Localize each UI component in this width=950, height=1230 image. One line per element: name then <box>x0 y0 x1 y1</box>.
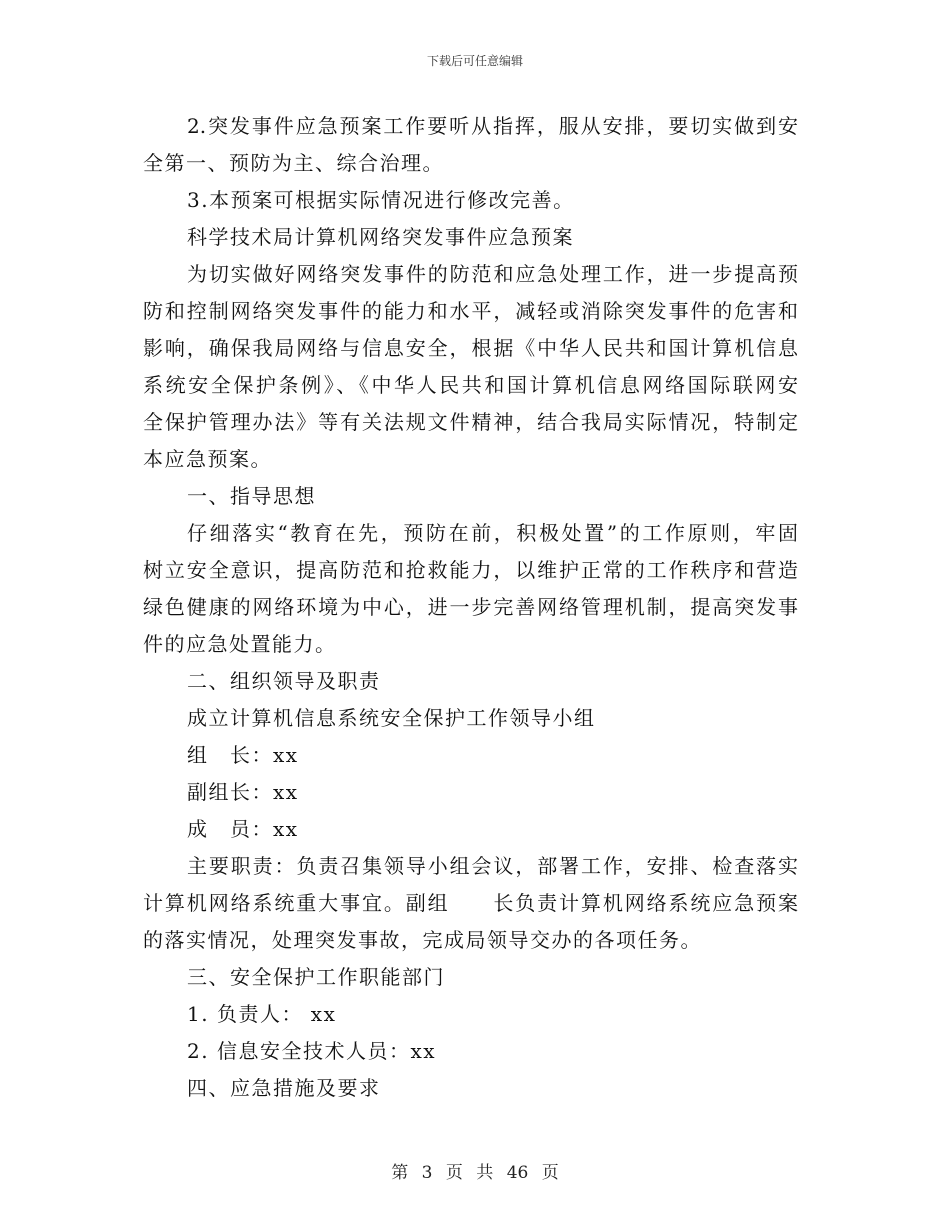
text-line: 的落实情况，处理突发事故，完成局领导交办的各项任务。 <box>143 928 702 952</box>
text-line: 防和控制网络突发事件的能力和水平，减轻或消除突发事件的危害和 <box>143 299 798 323</box>
text-line: 为切实做好网络突发事件的防范和应急处理工作，进一步提高预 <box>187 262 798 286</box>
text-line: 组 长：xx <box>187 743 299 767</box>
text-line: 成立计算机信息系统安全保护工作领导小组 <box>187 706 596 730</box>
text-line: 件的应急处置能力。 <box>143 632 337 656</box>
text-line: 全保护管理办法》等有关法规文件精神，结合我局实际情况，特制定 <box>143 410 798 434</box>
text-line: 计算机网络系统重大事宜。副组 长负责计算机网络系统应急预案 <box>143 891 798 915</box>
text-line: 2.突发事件应急预案工作要听从指挥，服从安排，要切实做到安 <box>187 114 798 138</box>
text-line: 3.本预案可根据实际情况进行修改完善。 <box>187 188 575 212</box>
text-line: 主要职责：负责召集领导小组会议，部署工作，安排、检查落实 <box>187 854 798 878</box>
text-line: 四、应急措施及要求 <box>187 1076 381 1100</box>
text-line: 二、组织领导及职责 <box>187 669 381 693</box>
text-line: 科学技术局计算机网络突发事件应急预案 <box>187 225 574 249</box>
text-line: 2. 信息安全技术人员：xx <box>187 1039 436 1063</box>
text-line: 三、安全保护工作职能部门 <box>187 965 445 989</box>
page-header: 下载后可任意编辑 <box>426 54 523 68</box>
text-line: 影响，确保我局网络与信息安全，根据《中华人民共和国计算机信息 <box>143 336 798 360</box>
page-footer: 第 3 页 共 46 页 <box>391 1163 559 1183</box>
text-line: 绿色健康的网络环境为中心，进一步完善网络管理机制，提高突发事 <box>143 595 798 619</box>
text-line: 树立安全意识，提高防范和抢救能力，以维护正常的工作秩序和营造 <box>143 558 798 582</box>
text-line: 本应急预案。 <box>143 447 272 471</box>
text-line: 成 员：xx <box>187 817 299 841</box>
text-line: 系统安全保护条例》、《中华人民共和国计算机信息网络国际联网安 <box>143 373 798 397</box>
document-body <box>143 108 798 1107</box>
text-line: 全第一、预防为主、综合治理。 <box>143 151 444 175</box>
text-line: 仔细落实“教育在先，预防在前，积极处置”的工作原则，牢固 <box>187 521 798 545</box>
text-line: 副组长：xx <box>187 780 299 804</box>
text-line: 一、指导思想 <box>187 484 316 508</box>
text-line: 1. 负责人： xx <box>187 1002 337 1026</box>
